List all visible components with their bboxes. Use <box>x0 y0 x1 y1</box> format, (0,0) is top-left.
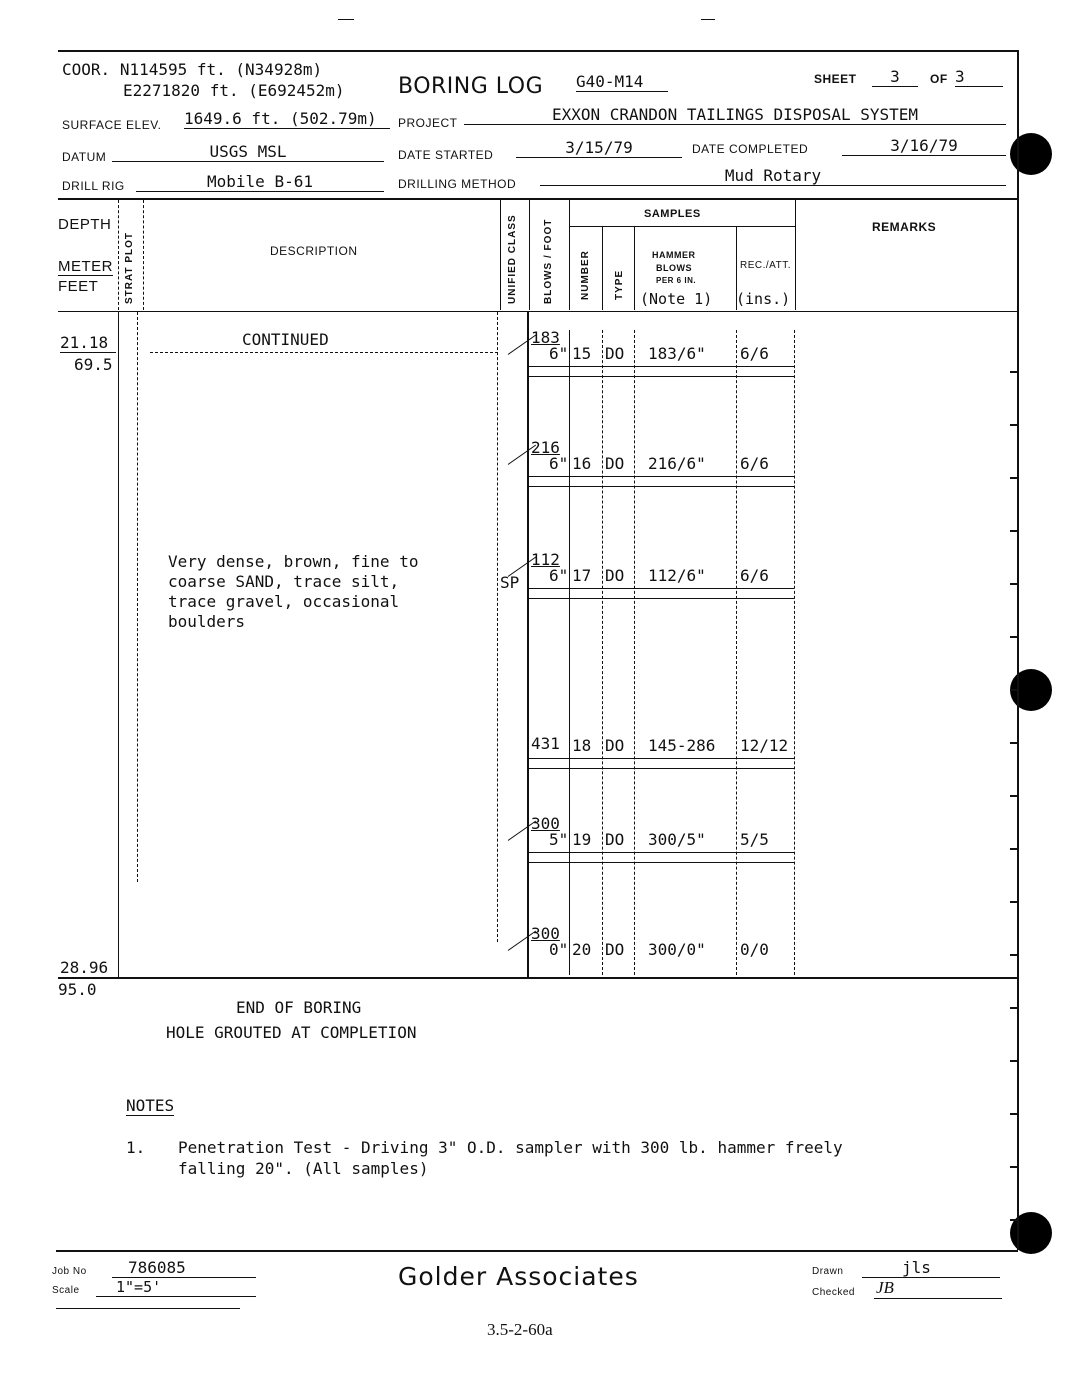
col-unified-class: UNIFIED CLASS <box>507 214 518 304</box>
description-line: boulders <box>168 612 246 631</box>
of-label: OF <box>930 72 948 86</box>
depth-top-feet: 69.5 <box>74 355 113 374</box>
sample-number: 15 <box>572 344 592 363</box>
blows-denominator: 6" <box>549 344 569 363</box>
hole-grouted: HOLE GROUTED AT COMPLETION <box>166 1023 417 1042</box>
boring-id: G40-M14 <box>576 72 668 92</box>
description-line: Very dense, brown, fine to <box>168 552 419 571</box>
note-1-line-1: Penetration Test - Driving 3" O.D. sampler with 300 lb. hammer freely <box>178 1138 843 1157</box>
scale-value: 1"=5' <box>96 1278 256 1297</box>
blows-denominator: 6" <box>549 454 569 473</box>
col-feet: FEET <box>58 278 99 295</box>
recovery: 6/6 <box>740 566 769 585</box>
header-divider <box>58 198 1018 200</box>
col-hammer-1: HAMMER <box>652 250 696 260</box>
boring-log-title: BORING LOG <box>398 74 544 99</box>
date-completed: 3/16/79 <box>842 136 1006 156</box>
description-line: trace gravel, occasional <box>168 592 400 611</box>
col-number: NUMBER <box>580 250 591 300</box>
blows-numerator: 112 <box>531 550 560 569</box>
sample-type: DO <box>605 566 625 585</box>
sample-number: 19 <box>572 830 592 849</box>
checked-by: JB <box>874 1278 1002 1299</box>
end-of-boring: END OF BORING <box>236 998 362 1017</box>
sample-row-line <box>527 588 794 589</box>
sample-row-line <box>527 598 794 599</box>
col-hammer-note: (Note 1) <box>640 290 713 308</box>
notes-title: NOTES <box>126 1096 175 1115</box>
depth-bottom-feet: 95.0 <box>58 980 97 999</box>
strat-plot-left-dash <box>118 200 119 310</box>
sample-type: DO <box>605 940 625 959</box>
recovery: 12/12 <box>740 736 789 755</box>
checked-label: Checked <box>812 1287 855 1298</box>
datum-label: DATUM <box>62 150 107 164</box>
recovery: 5/5 <box>740 830 769 849</box>
col-remarks: REMARKS <box>872 220 937 234</box>
job-no: 786085 <box>112 1258 256 1278</box>
hammer-blows: 216/6" <box>648 454 706 473</box>
hammer-blows: 183/6" <box>648 344 706 363</box>
number-body-dash <box>602 330 603 975</box>
soil-description <box>168 552 418 632</box>
col-rec: REC./ATT. <box>740 260 791 271</box>
sample-type: DO <box>605 736 625 755</box>
sample-row-line <box>527 862 794 863</box>
col-blows-foot: BLOWS / FOOT <box>543 218 554 304</box>
number-right-line <box>602 226 603 310</box>
footer-top-line <box>56 1250 1018 1252</box>
sample-row-line <box>527 476 794 477</box>
sample-type: DO <box>605 344 625 363</box>
blows-numerator: 183 <box>531 328 560 347</box>
rec-body-dash <box>794 330 795 975</box>
coordinates: COOR. N114595 ft. (N34928m) <box>62 60 323 79</box>
surface-elev: 1649.6 ft. (502.79m) <box>184 109 390 129</box>
uc-body-line <box>527 312 529 977</box>
col-description: DESCRIPTION <box>270 244 358 258</box>
scale-label: Scale <box>52 1285 80 1296</box>
col-type: TYPE <box>614 269 625 300</box>
date-completed-label: DATE COMPLETED <box>692 142 809 156</box>
sample-row-line <box>527 486 794 487</box>
column-header-bottom <box>58 311 1018 312</box>
sample-row-line <box>527 376 794 377</box>
sample-type: DO <box>605 454 625 473</box>
samples-right-line <box>795 200 796 310</box>
sheet-total: 3 <box>955 67 1003 87</box>
recovery: 0/0 <box>740 940 769 959</box>
uc-right-line <box>529 200 530 310</box>
drill-rig: Mobile B-61 <box>136 172 384 192</box>
blows-denominator: 0" <box>549 940 569 959</box>
blows-right-line <box>569 200 570 310</box>
col-hammer-3: PER 6 IN. <box>656 276 697 285</box>
sample-number: 16 <box>572 454 592 473</box>
project-name: EXXON CRANDON TAILINGS DISPOSAL SYSTEM <box>464 105 1006 125</box>
right-scale-ticks <box>1010 320 1018 1250</box>
page-number: 3.5-2-60a <box>487 1320 553 1339</box>
hammer-blows: 300/0" <box>648 940 706 959</box>
blows-numerator: 300 <box>531 814 560 833</box>
drilling-method: Mud Rotary <box>540 166 1006 186</box>
hammer-blows: 112/6" <box>648 566 706 585</box>
depth-bottom-meter: 28.96 <box>60 958 116 978</box>
sheet-number: 3 <box>872 67 918 87</box>
job-no-label: Job No <box>52 1266 87 1277</box>
continued-dash-line <box>150 352 498 353</box>
col-depth: DEPTH <box>58 216 112 233</box>
date-started-label: DATE STARTED <box>398 148 494 162</box>
top-mark-right <box>701 19 715 20</box>
recovery: 6/6 <box>740 454 769 473</box>
blows-numerator: 216 <box>531 438 560 457</box>
datum-value: USGS MSL <box>112 142 384 162</box>
surface-elev-label: SURFACE ELEV. <box>62 118 162 132</box>
col-samples: SAMPLES <box>644 208 701 220</box>
frame-top <box>58 50 1018 52</box>
continued-label: CONTINUED <box>242 330 329 349</box>
col-strat-plot: STRAT PLOT <box>124 231 135 304</box>
sample-type: DO <box>605 830 625 849</box>
col-rec-unit: (ins.) <box>736 290 791 308</box>
drill-rig-label: DRILL RIG <box>62 179 125 193</box>
strat-plot-body-dash <box>137 312 138 882</box>
blows-numerator: 300 <box>531 924 560 943</box>
sample-number: 20 <box>572 940 592 959</box>
body-bottom-line <box>58 977 1018 979</box>
project-label: PROJECT <box>398 116 458 130</box>
sample-row-line <box>527 758 794 759</box>
sample-number: 17 <box>572 566 592 585</box>
unified-class-value: SP <box>500 573 520 592</box>
blows-denominator: 6" <box>549 566 569 585</box>
coordinate-east: E2271820 ft. (E692452m) <box>123 81 345 100</box>
desc-body-dash <box>497 312 498 942</box>
company-name: Golder Associates <box>398 1262 639 1291</box>
type-right-line <box>634 226 635 310</box>
sample-row-line <box>527 852 794 853</box>
hammer-body-dash <box>736 330 737 975</box>
sample-row-line <box>527 768 794 769</box>
sheet-label: SHEET <box>814 72 857 86</box>
desc-right-line <box>500 200 501 310</box>
drawn-label: Drawn <box>812 1266 844 1277</box>
type-body-dash <box>634 330 635 975</box>
sample-row-line <box>527 366 794 367</box>
col-meter: METER <box>58 258 113 275</box>
note-1-number: 1. <box>126 1138 146 1157</box>
date-started: 3/15/79 <box>516 138 682 158</box>
recovery: 6/6 <box>740 344 769 363</box>
footer-bottom-line <box>56 1308 240 1309</box>
blows-numerator: 431 <box>531 734 560 753</box>
blows-denominator: 5" <box>549 830 569 849</box>
blows-body-line <box>569 330 570 975</box>
hammer-blows: 145-286 <box>648 736 716 755</box>
depth-left-line <box>118 312 119 977</box>
drawn-by: jls <box>862 1258 1000 1278</box>
top-mark-left <box>338 19 354 20</box>
hammer-blows: 300/5" <box>648 830 706 849</box>
drilling-method-label: DRILLING METHOD <box>398 177 517 191</box>
note-1-line-2: falling 20". (All samples) <box>178 1159 429 1178</box>
depth-top-meter: 21.18 <box>60 333 116 353</box>
strat-plot-right-dash <box>143 200 144 310</box>
col-hammer-2: BLOWS <box>656 263 692 273</box>
sample-number: 18 <box>572 736 592 755</box>
description-line: coarse SAND, trace silt, <box>168 572 400 591</box>
